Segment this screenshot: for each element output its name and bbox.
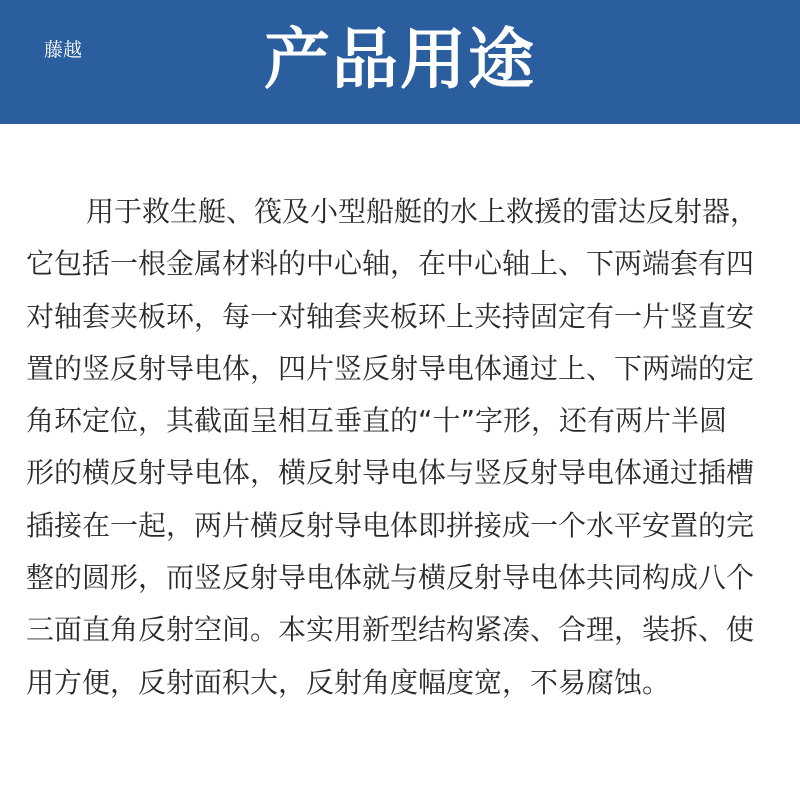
description-line: 角环定位，其截面呈相互垂直的“十”字形，还有两片半圆 (26, 404, 728, 438)
description-line: 形的横反射导电体，横反射导电体与竖反射导电体通过插槽 (26, 456, 755, 490)
description-line: 三面直角反射空间。本实用新型结构紧凑、合理，装拆、使 (26, 613, 755, 647)
product-description (26, 186, 776, 709)
description-line: 置的竖反射导电体，四片竖反射导电体通过上、下两端的定 (26, 351, 755, 385)
description-line: 用于救生艇、筏及小型船艇的水上救援的雷达反射器， (86, 195, 759, 228)
description-line: 它包括一根金属材料的中心轴，在中心轴上、下两端套有四 (26, 247, 755, 281)
description-line: 用方便，反射面积大，反射角度幅度宽，不易腐蚀。 (26, 665, 671, 699)
description-line: 对轴套夹板环，每一对轴套夹板环上夹持固定有一片竖直安 (26, 299, 755, 333)
brand-label: 藤越 (44, 39, 83, 61)
header-banner (0, 0, 800, 124)
description-line: 插接在一起，两片横反射导电体即拼接成一个水平安置的完 (26, 508, 755, 542)
page-title: 产品用途 (264, 21, 536, 98)
description-line: 整的圆形，而竖反射导电体就与横反射导电体共同构成八个 (26, 561, 755, 595)
